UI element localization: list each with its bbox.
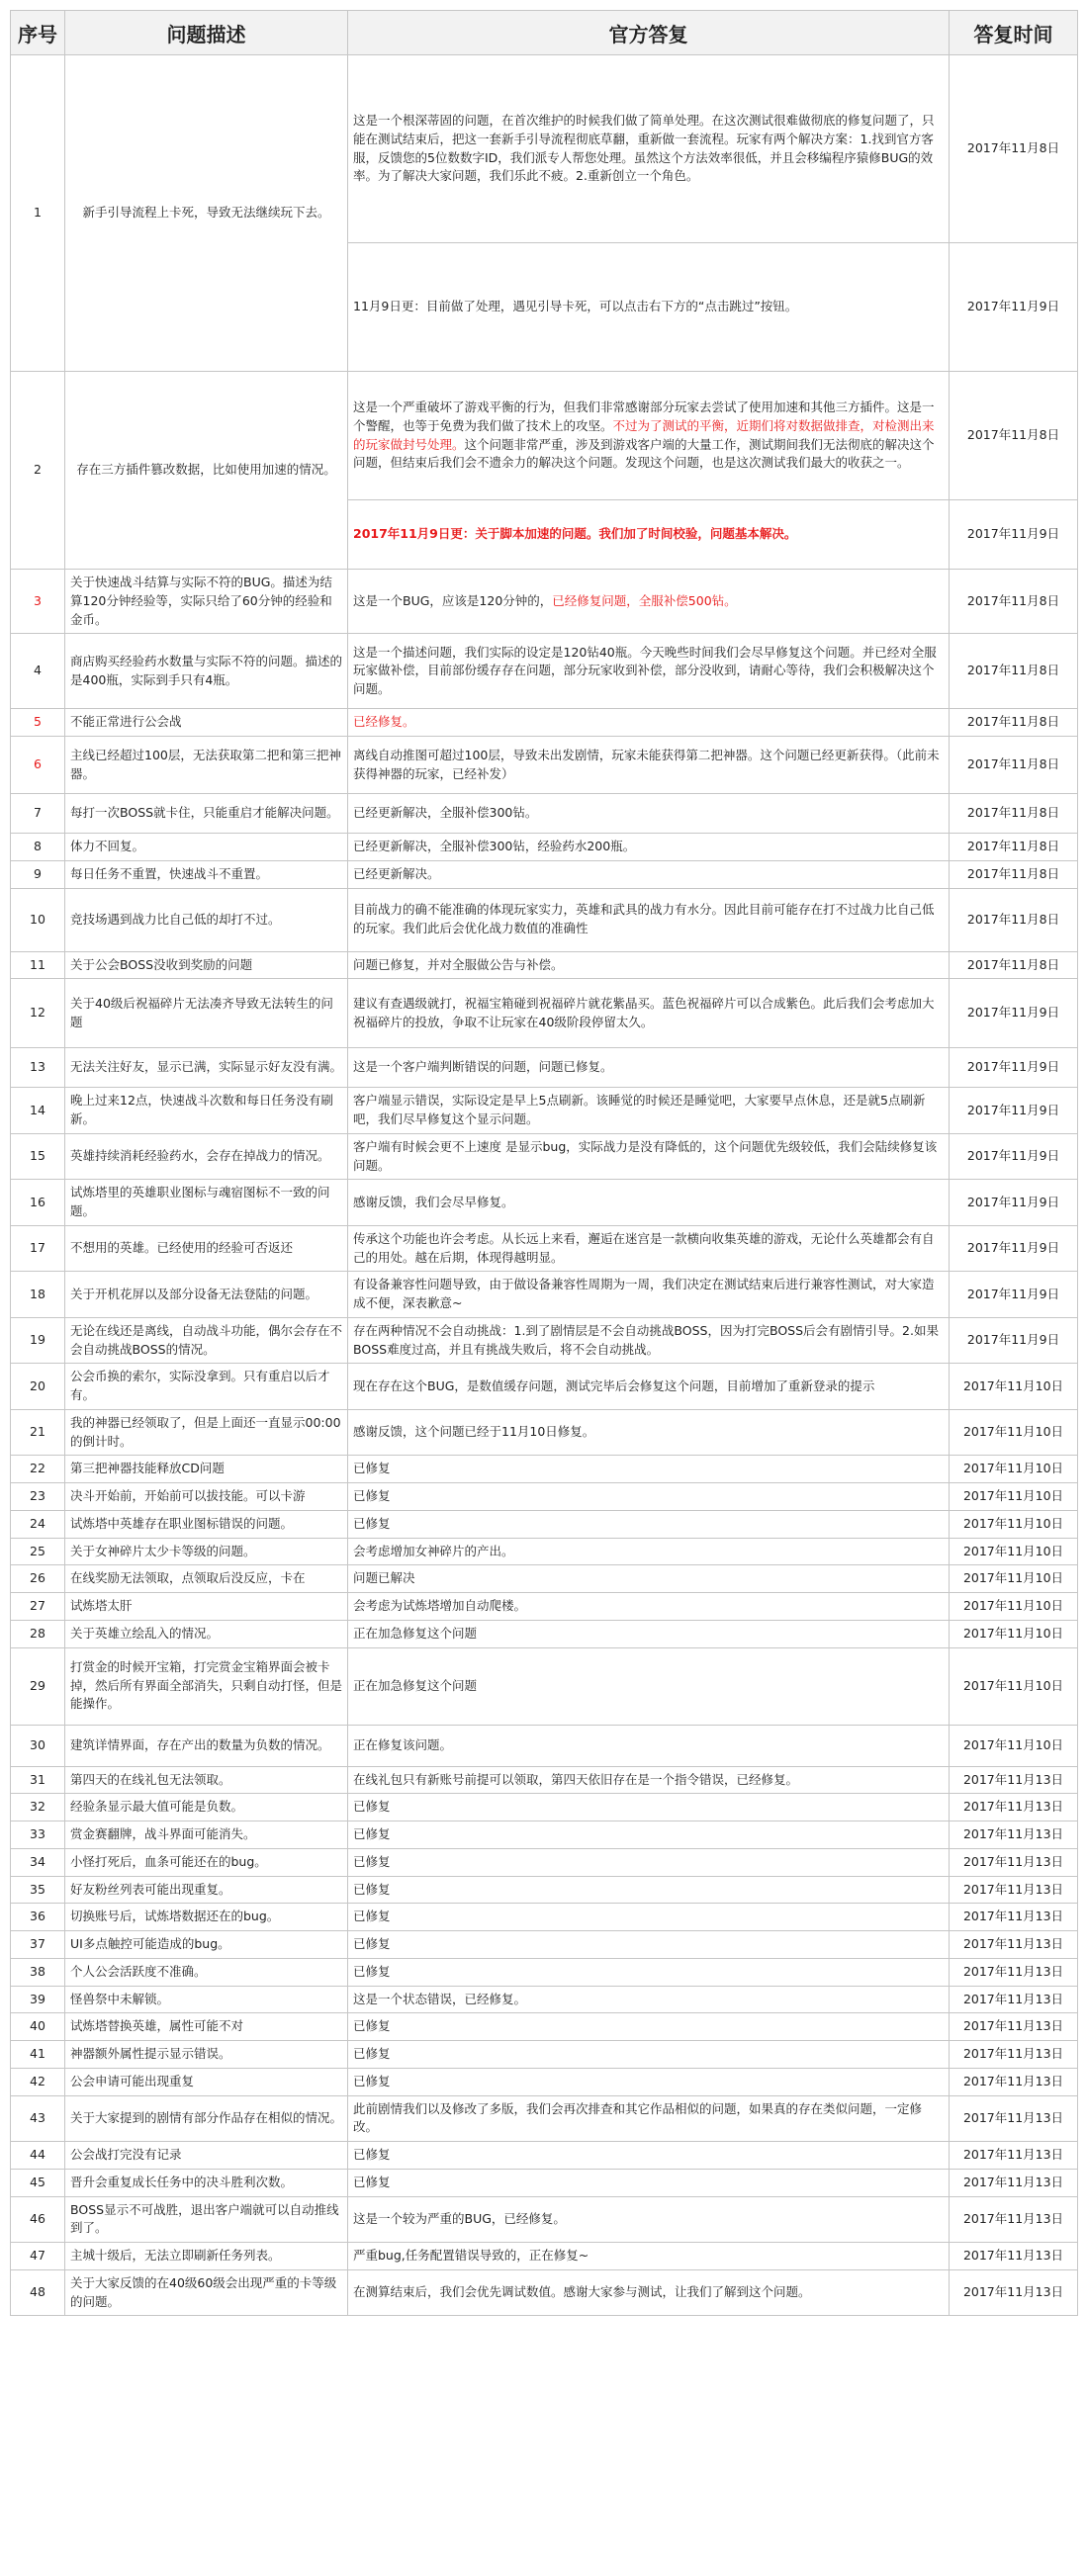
answer-time: 2017年11月8日: [950, 888, 1078, 951]
answer-time: 2017年11月10日: [950, 1538, 1078, 1565]
row-index: 36: [11, 1904, 65, 1931]
row-index: 23: [11, 1483, 65, 1511]
problem-description: 商店购买经验药水数量与实际不符的问题。描述的是400瓶，实际到手只有4瓶。: [65, 634, 348, 709]
problem-description: 切换账号后，试炼塔数据还在的bug。: [65, 1904, 348, 1931]
answer-time: 2017年11月8日: [950, 570, 1078, 634]
official-answer: 客户端有时候会更不上速度 是显示bug，实际战力是没有降低的，这个问题优先级较低，我们会陆续修复该问题。: [348, 1133, 950, 1180]
table-row: [11, 1904, 1078, 1931]
official-answer: 已修复: [348, 1456, 950, 1483]
row-index: 20: [11, 1364, 65, 1410]
official-answer: 已修复: [348, 2013, 950, 2041]
table-row: [11, 951, 1078, 979]
answer-time: 2017年11月13日: [950, 2243, 1078, 2270]
problem-description: 在线奖励无法领取，点领取后没反应，卡在: [65, 1565, 348, 1593]
row-index: 47: [11, 2243, 65, 2270]
official-answer: 已修复: [348, 1510, 950, 1538]
row-index: 2: [11, 372, 65, 570]
table-row: [11, 1986, 1078, 2013]
row-index: 14: [11, 1088, 65, 1134]
problem-description: 试炼塔替换英雄，属性可能不对: [65, 2013, 348, 2041]
official-answer: 这是一个客户端判断错误的问题，问题已修复。: [348, 1048, 950, 1088]
table-row: [11, 1876, 1078, 1904]
official-answer: 在线礼包只有新账号前提可以领取，第四天依旧存在是一个指令错误，已经修复。: [348, 1766, 950, 1794]
row-index: 1: [11, 55, 65, 372]
official-answer: 客户端显示错误，实际设定是早上5点刷新。该睡觉的时候还是睡觉吧，大家要早点休息，还是就5点刷新吧，我们尽早修复这个显示问题。: [348, 1088, 950, 1134]
answer-time: 2017年11月9日: [950, 1272, 1078, 1318]
official-answer: 有设备兼容性问题导致，由于做设备兼容性周期为一周，我们决定在测试结束后进行兼容性测试，对大家造成不便，深表歉意~: [348, 1272, 950, 1318]
row-index: 10: [11, 888, 65, 951]
table-row: [11, 1620, 1078, 1647]
answer-time: 2017年11月10日: [950, 1510, 1078, 1538]
row-index: 35: [11, 1876, 65, 1904]
table-row: [11, 1931, 1078, 1959]
table-header-row: [11, 11, 1078, 55]
row-index: 46: [11, 2196, 65, 2243]
answer-time: 2017年11月10日: [950, 1565, 1078, 1593]
answer-time: 2017年11月10日: [950, 1409, 1078, 1456]
table-row: [11, 1317, 1078, 1364]
official-answer: 在测算结束后，我们会优先调试数值。感谢大家参与测试，让我们了解到这个问题。: [348, 2269, 950, 2316]
table-row: [11, 1409, 1078, 1456]
answer-time: 2017年11月9日: [950, 1133, 1078, 1180]
official-answer: [348, 570, 950, 634]
answer-time: 2017年11月13日: [950, 1821, 1078, 1849]
row-index: 12: [11, 979, 65, 1048]
answer-time: 2017年11月13日: [950, 1904, 1078, 1931]
problem-description: 公会申请可能出现重复: [65, 2068, 348, 2095]
table-row: [11, 2068, 1078, 2095]
answer-time: 2017年11月9日: [950, 1317, 1078, 1364]
official-answer: 已修复: [348, 1848, 950, 1876]
header-problem: 问题描述: [65, 11, 348, 55]
answer-time: 2017年11月13日: [950, 2013, 1078, 2041]
official-answer: 已修复: [348, 2041, 950, 2069]
answer-time: 2017年11月9日: [950, 1225, 1078, 1272]
row-index: 8: [11, 834, 65, 861]
row-index: 44: [11, 2142, 65, 2170]
official-answer: 目前战力的确不能准确的体现玩家实力，英雄和武具的战力有水分。因此目前可能存在打不过战力比自己低的玩家。我们此后会优化战力数值的准确性: [348, 888, 950, 951]
table-row: [11, 1725, 1078, 1766]
answer-time: 2017年11月13日: [950, 2068, 1078, 2095]
problem-description: 我的神器已经领取了，但是上面还一直显示00:00的倒计时。: [65, 1409, 348, 1456]
row-index: 32: [11, 1794, 65, 1821]
official-answer: 正在修复该问题。: [348, 1725, 950, 1766]
problem-description: 不能正常进行公会战: [65, 709, 348, 737]
problem-description: 怪兽祭中未解锁。: [65, 1986, 348, 2013]
official-answer: 这是一个描述问题，我们实际的设定是120钻40瓶。今天晚些时间我们会尽早修复这个问题。并已经对全服玩家做补偿，目前部份缓存存在问题，部分玩家收到补偿，部分没收到，请耐心等待，我们会积极解决这个问题。: [348, 634, 950, 709]
table-row: [11, 709, 1078, 737]
table-row: [11, 1133, 1078, 1180]
problem-description: 关于女神碎片太少卡等级的问题。: [65, 1538, 348, 1565]
official-answer: 已修复: [348, 1876, 950, 1904]
answer-time: 2017年11月13日: [950, 2095, 1078, 2142]
official-answer: 这是一个较为严重的BUG，已经修复。: [348, 2196, 950, 2243]
official-answer: 正在加急修复这个问题: [348, 1647, 950, 1725]
row-index: 40: [11, 2013, 65, 2041]
problem-description: 晚上过来12点，快速战斗次数和每日任务没有刷新。: [65, 1088, 348, 1134]
table-row: [11, 2169, 1078, 2196]
answer-time: 2017年11月10日: [950, 1456, 1078, 1483]
row-index: 31: [11, 1766, 65, 1794]
row-index: 3: [11, 570, 65, 634]
official-answer: 现在存在这个BUG，是数值缓存问题，测试完毕后会修复这个问题，目前增加了重新登录的提示: [348, 1364, 950, 1410]
table-row: [11, 570, 1078, 634]
problem-description: 竞技场遇到战力比自己低的却打不过。: [65, 888, 348, 951]
row-index: 34: [11, 1848, 65, 1876]
official-answer: 感谢反馈，这个问题已经于11月10日修复。: [348, 1409, 950, 1456]
row-index: 48: [11, 2269, 65, 2316]
answer-time: 2017年11月10日: [950, 1647, 1078, 1725]
problem-description: 建筑详情界面，存在产出的数量为负数的情况。: [65, 1725, 348, 1766]
answer-time: 2017年11月10日: [950, 1593, 1078, 1621]
table-row: [11, 1958, 1078, 1986]
problem-description: 好友粉丝列表可能出现重复。: [65, 1876, 348, 1904]
table-row: [11, 1456, 1078, 1483]
table-row: [11, 2095, 1078, 2142]
answer-time: 2017年11月9日: [950, 979, 1078, 1048]
row-index: 24: [11, 1510, 65, 1538]
official-answer: 已修复: [348, 1958, 950, 1986]
table-row: [11, 2142, 1078, 2170]
problem-description: 主线已经超过100层，无法获取第二把和第三把神器。: [65, 737, 348, 794]
problem-description: 第三把神器技能释放CD问题: [65, 1456, 348, 1483]
official-answer: 已经更新解决，全服补偿300钻。: [348, 794, 950, 834]
table-body: [11, 55, 1078, 2316]
answer-segment: 这是一个BUG，应该是120分钟的，: [353, 592, 553, 608]
problem-description: 不想用的英雄。已经使用的经验可否返还: [65, 1225, 348, 1272]
row-index: 39: [11, 1986, 65, 2013]
answer-time: 2017年11月13日: [950, 1876, 1078, 1904]
official-answer: 存在两种情况不会自动挑战：1.到了剧情层是不会自动挑战BOSS，因为打完BOSS后会有剧情引导。2.如果BOSS难度过高，并且有挑战失败后，将不会自动挑战。: [348, 1317, 950, 1364]
table-row: [11, 1593, 1078, 1621]
official-answer: 感谢反馈，我们会尽早修复。: [348, 1180, 950, 1226]
problem-description: 经验条显示最大值可能是负数。: [65, 1794, 348, 1821]
row-index: 38: [11, 1958, 65, 1986]
answer-time: 2017年11月13日: [950, 2169, 1078, 2196]
problem-description: 体力不回复。: [65, 834, 348, 861]
official-answer: 2017年11月9日更：关于脚本加速的问题。我们加了时间校验，问题基本解决。: [348, 500, 950, 570]
official-answer: 已修复: [348, 1931, 950, 1959]
official-answer: 正在加急修复这个问题: [348, 1620, 950, 1647]
problem-description: 关于英雄立绘乱入的情况。: [65, 1620, 348, 1647]
answer-time: 2017年11月13日: [950, 2269, 1078, 2316]
official-answer: 离线自动推图可超过100层，导致未出发剧情，玩家未能获得第二把神器。这个问题已经更新获得。（此前未获得神器的玩家，已经补发）: [348, 737, 950, 794]
official-answer: 严重bug,任务配置错误导致的，正在修复~: [348, 2243, 950, 2270]
problem-description: 试炼塔太肝: [65, 1593, 348, 1621]
answer-time: 2017年11月10日: [950, 1483, 1078, 1511]
table-row: [11, 1180, 1078, 1226]
answer-time: 2017年11月10日: [950, 1364, 1078, 1410]
problem-description: 试炼塔中英雄存在职业图标错误的问题。: [65, 1510, 348, 1538]
table-row: [11, 860, 1078, 888]
problem-description: 决斗开始前，开始前可以拔技能。可以卡游: [65, 1483, 348, 1511]
table-row: [11, 2041, 1078, 2069]
official-answer: [348, 372, 950, 500]
answer-segment: 已经修复问题，全服补偿500钻。: [552, 592, 737, 608]
answer-time: 2017年11月8日: [950, 55, 1078, 243]
table-row: [11, 1272, 1078, 1318]
official-answer: 已经修复。: [348, 709, 950, 737]
official-answer: 已修复: [348, 1483, 950, 1511]
answer-time: 2017年11月9日: [950, 1180, 1078, 1226]
official-answer: 此前剧情我们以及修改了多版，我们会再次排查和其它作品相似的问题，如果真的存在类似问题，一定修改。: [348, 2095, 950, 2142]
row-index: 26: [11, 1565, 65, 1593]
table-row: [11, 1821, 1078, 1849]
problem-description: 小怪打死后，血条可能还在的bug。: [65, 1848, 348, 1876]
answer-time: 2017年11月8日: [950, 834, 1078, 861]
problem-description: 关于大家提到的剧情有部分作品存在相似的情况。: [65, 2095, 348, 2142]
row-index: 28: [11, 1620, 65, 1647]
official-answer: 已经更新解决。: [348, 860, 950, 888]
table-row: [11, 372, 1078, 500]
header-time: 答复时间: [950, 11, 1078, 55]
problem-description: UI多点触控可能造成的bug。: [65, 1931, 348, 1959]
answer-time: 2017年11月9日: [950, 1048, 1078, 1088]
header-index: 序号: [11, 11, 65, 55]
answer-time: 2017年11月8日: [950, 860, 1078, 888]
table-row: [11, 737, 1078, 794]
row-index: 37: [11, 1931, 65, 1959]
table-row: [11, 2013, 1078, 2041]
row-index: 30: [11, 1725, 65, 1766]
answer-time: 2017年11月8日: [950, 372, 1078, 500]
official-answer: 已修复: [348, 1821, 950, 1849]
official-answer: 11月9日更：目前做了处理，遇见引导卡死，可以点击右下方的“点击跳过”按钮。: [348, 243, 950, 372]
problem-description: 打赏金的时候开宝箱，打完赏金宝箱界面会被卡掉，然后所有界面全部消失，只剩自动打怪，但是能操作。: [65, 1647, 348, 1725]
table-row: [11, 1565, 1078, 1593]
table-row: [11, 1794, 1078, 1821]
row-index: 4: [11, 634, 65, 709]
table-row: [11, 2269, 1078, 2316]
row-index: 17: [11, 1225, 65, 1272]
table-row: [11, 1048, 1078, 1088]
row-index: 13: [11, 1048, 65, 1088]
table-row: [11, 2196, 1078, 2243]
answer-time: 2017年11月13日: [950, 2142, 1078, 2170]
problem-description: 试炼塔里的英雄职业图标与魂宿图标不一致的问题。: [65, 1180, 348, 1226]
table-row: [11, 1848, 1078, 1876]
problem-description: 每打一次BOSS就卡住，只能重启才能解决问题。: [65, 794, 348, 834]
answer-segment: 不过为了测试的平衡，近期们将对数据做排查，对检测出来的玩家做封号处理。: [353, 417, 935, 452]
problem-description: 关于大家反馈的在40级60级会出现严重的卡等级的问题。: [65, 2269, 348, 2316]
answer-time: 2017年11月10日: [950, 1725, 1078, 1766]
answer-time: 2017年11月13日: [950, 2196, 1078, 2243]
row-index: 45: [11, 2169, 65, 2196]
answer-time: 2017年11月13日: [950, 1794, 1078, 1821]
table-row: [11, 834, 1078, 861]
table-row: [11, 2243, 1078, 2270]
problem-description: 英雄持续消耗经验药水，会存在掉战力的情况。: [65, 1133, 348, 1180]
problem-description: 关于公会BOSS没收到奖励的问题: [65, 951, 348, 979]
answer-time: 2017年11月10日: [950, 1620, 1078, 1647]
official-answer: 会考虑为试炼塔增加自动爬楼。: [348, 1593, 950, 1621]
row-index: 29: [11, 1647, 65, 1725]
problem-description: 存在三方插件篡改数据，比如使用加速的情况。: [65, 372, 348, 570]
problem-description: 主城十级后，无法立即刷新任务列表。: [65, 2243, 348, 2270]
problem-description: 关于开机花屏以及部分设备无法登陆的问题。: [65, 1272, 348, 1318]
row-index: 42: [11, 2068, 65, 2095]
row-index: 43: [11, 2095, 65, 2142]
answer-time: 2017年11月13日: [950, 1766, 1078, 1794]
problem-description: 公会战打完没有记录: [65, 2142, 348, 2170]
official-answer: 这是一个根深蒂固的问题，在首次维护的时候我们做了简单处理。在这次测试很难做彻底的修复问题了，只能在测试结束后，把这一套新手引导流程彻底草翻，重新做一套流程。玩家有两个解决方案：1.找到官方客服，反馈您的5位数数字ID，我们派专人帮您处理。虽然这个方法效率很低，并且会移编程序猿修BUG的效率。为了解决大家问题，我们乐此不疲。2.重新创立一个角色。: [348, 55, 950, 243]
answer-segment: 这是一个严重破坏了游戏平衡的行为，但我们非常感谢部分玩家去尝试了使用加速和其他三方插件。这是一个警醒，也等于免费为我们做了技术上的攻坚。: [353, 400, 935, 433]
table-row: [11, 1647, 1078, 1725]
table-row: [11, 1088, 1078, 1134]
problem-description: 第四天的在线礼包无法领取。: [65, 1766, 348, 1794]
problem-description: 新手引导流程上卡死，导致无法继续玩下去。: [65, 55, 348, 372]
official-answer: 问题已解决: [348, 1565, 950, 1593]
official-answer: 已修复: [348, 2142, 950, 2170]
issue-table: [10, 10, 1078, 2316]
answer-time: 2017年11月13日: [950, 1931, 1078, 1959]
problem-description: 晋升会重复成长任务中的决斗胜利次数。: [65, 2169, 348, 2196]
row-index: 22: [11, 1456, 65, 1483]
problem-description: 神器额外属性提示显示错误。: [65, 2041, 348, 2069]
answer-time: 2017年11月9日: [950, 500, 1078, 570]
table-row: [11, 55, 1078, 243]
answer-time: 2017年11月8日: [950, 951, 1078, 979]
answer-time: 2017年11月8日: [950, 709, 1078, 737]
row-index: 21: [11, 1409, 65, 1456]
row-index: 15: [11, 1133, 65, 1180]
problem-description: BOSS显示不可战胜，退出客户端就可以自动推线到了。: [65, 2196, 348, 2243]
problem-description: 赏金赛翻牌，战斗界面可能消失。: [65, 1821, 348, 1849]
answer-time: 2017年11月13日: [950, 1958, 1078, 1986]
row-index: 18: [11, 1272, 65, 1318]
official-answer: 已修复: [348, 2068, 950, 2095]
table-row: [11, 794, 1078, 834]
problem-description: 无法关注好友，显示已满，实际显示好友没有满。: [65, 1048, 348, 1088]
row-index: 19: [11, 1317, 65, 1364]
answer-time: 2017年11月8日: [950, 737, 1078, 794]
official-answer: 已修复: [348, 2169, 950, 2196]
answer-time: 2017年11月8日: [950, 794, 1078, 834]
row-index: 9: [11, 860, 65, 888]
answer-time: 2017年11月13日: [950, 1986, 1078, 2013]
answer-time: 2017年11月13日: [950, 1848, 1078, 1876]
answer-segment: 这个问题非常严重，涉及到游戏客户端的大量工作，测试期间我们无法彻底的解决这个问题，但结束后我们会不遗余力的解决这个问题。发现这个问题，也是这次测试我们最大的收获之一。: [353, 436, 935, 471]
table-row: [11, 1766, 1078, 1794]
problem-description: 关于40级后祝福碎片无法凑齐导致无法转生的问题: [65, 979, 348, 1048]
problem-description: 关于快速战斗结算与实际不符的BUG。描述为结算120分钟经验等，实际只给了60分钟的经验和金币。: [65, 570, 348, 634]
official-answer: 建议有查遇级就打，祝福宝箱碰到祝福碎片就花紫晶买。蓝色祝福碎片可以合成紫色。此后我们会考虑加大祝福碎片的投放，争取不让玩家在40级阶段停留太久。: [348, 979, 950, 1048]
answer-time: 2017年11月9日: [950, 243, 1078, 372]
table-row: [11, 979, 1078, 1048]
official-answer: 已修复: [348, 1904, 950, 1931]
row-index: 27: [11, 1593, 65, 1621]
table-row: [11, 888, 1078, 951]
problem-description: 无论在线还是离线，自动战斗功能，偶尔会存在不会自动挑战BOSS的情况。: [65, 1317, 348, 1364]
table-row: [11, 1510, 1078, 1538]
official-answer: 已修复: [348, 1794, 950, 1821]
official-answer: 已经更新解决，全服补偿300钻，经验药水200瓶。: [348, 834, 950, 861]
row-index: 41: [11, 2041, 65, 2069]
row-index: 7: [11, 794, 65, 834]
answer-time: 2017年11月13日: [950, 2041, 1078, 2069]
table-row: [11, 1483, 1078, 1511]
official-answer: 会考虑增加女神碎片的产出。: [348, 1538, 950, 1565]
issue-table-sheet: [10, 10, 1077, 2316]
problem-description: 公会币换的索尔，实际没拿到。只有重启以后才有。: [65, 1364, 348, 1410]
answer-time: 2017年11月9日: [950, 1088, 1078, 1134]
row-index: 6: [11, 737, 65, 794]
row-index: 16: [11, 1180, 65, 1226]
row-index: 25: [11, 1538, 65, 1565]
official-answer: 传承这个功能也许会考虑。从长远上来看，邂逅在迷宫是一款横向收集英雄的游戏，无论什么英雄都会有自己的用处。越在后期，体现得越明显。: [348, 1225, 950, 1272]
table-row: [11, 1538, 1078, 1565]
table-row: [11, 634, 1078, 709]
table-row: [11, 1364, 1078, 1410]
row-index: 11: [11, 951, 65, 979]
answer-time: 2017年11月8日: [950, 634, 1078, 709]
problem-description: 每日任务不重置，快速战斗不重置。: [65, 860, 348, 888]
header-answer: 官方答复: [348, 11, 950, 55]
official-answer: 问题已修复，并对全服做公告与补偿。: [348, 951, 950, 979]
row-index: 5: [11, 709, 65, 737]
official-answer: 这是一个状态错误，已经修复。: [348, 1986, 950, 2013]
table-row: [11, 1225, 1078, 1272]
row-index: 33: [11, 1821, 65, 1849]
problem-description: 个人公会活跃度不准确。: [65, 1958, 348, 1986]
